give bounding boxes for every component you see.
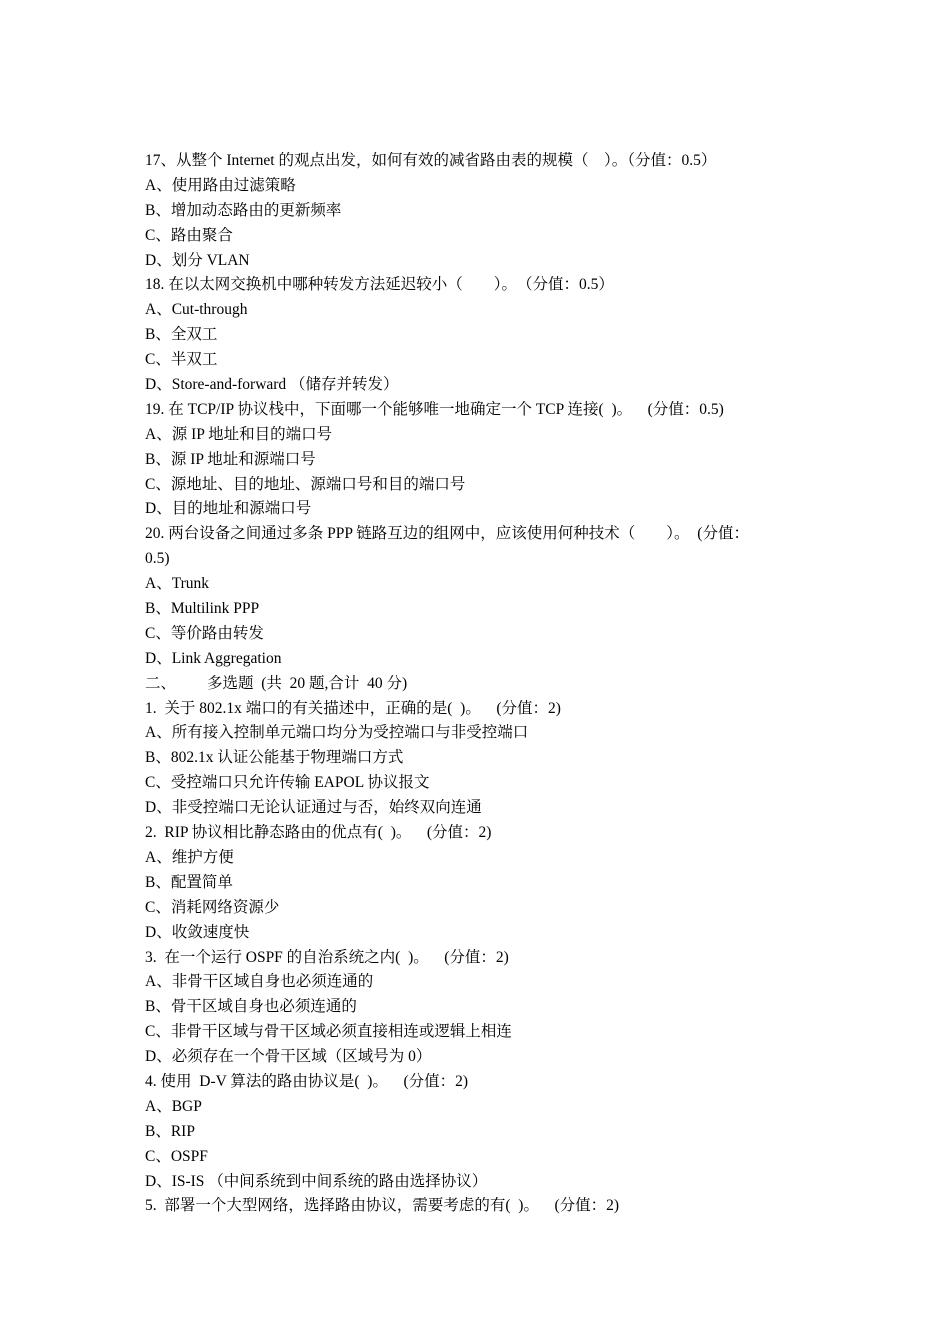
text-line: A、维护方便 [145,848,234,866]
document-body [145,149,805,1219]
text-line: B、全双工 [145,326,218,344]
text-line: C、源地址、目的地址、源端口号和目的端口号 [145,475,466,493]
text-line: C、受控端口只允许传输 EAPOL 协议报文 [145,774,430,792]
text-line: C、OSPF [145,1147,208,1165]
text-line: A、使用路由过滤策略 [145,176,296,194]
text-line: D、划分 VLAN [145,251,250,269]
text-line: B、骨干区域自身也必须连通的 [145,998,357,1016]
text-line: 20. 两台设备之间通过多条 PPP 链路互边的组网中，应该使用何种技术（ ）。 (分值： [145,525,749,543]
text-line: 18. 在以太网交换机中哪种转发方法延迟较小（ ）。 （分值：0.5） [145,276,614,294]
text-line: 4. 使用 D-V 算法的路由协议是( )。 (分值：2) [145,1072,469,1090]
text-line: A、非骨干区域自身也必须连通的 [145,973,374,991]
text-line: 二、 多选题 (共 20 题,合计 40 分) [145,674,408,692]
text-line: A、源 IP 地址和目的端口号 [145,425,333,443]
text-line: D、Link Aggregation [145,649,282,667]
text-line: B、802.1x 认证公能基于物理端口方式 [145,749,404,767]
text-line: B、Multilink PPP [145,600,260,618]
text-line: C、路由聚合 [145,226,233,244]
text-line: 0.5) [145,550,170,568]
text-line: 3. 在一个运行 OSPF 的自治系统之内( )。 (分值：2) [145,948,509,966]
text-line: B、配置简单 [145,873,233,891]
text-line: A、Cut-through [145,301,248,319]
text-line: 2. RIP 协议相比静态路由的优点有( )。 (分值：2) [145,824,492,842]
text-line: A、Trunk [145,575,210,593]
text-line: C、非骨干区域与骨干区域必须直接相连或逻辑上相连 [145,1023,512,1041]
text-line: 19. 在 TCP/IP 协议栈中，下面哪一个能够唯一地确定一个 TCP 连接( )。 (分值：0.5) [145,400,724,418]
text-line: D、IS-IS （中间系统到中间系统的路由选择协议） [145,1172,488,1190]
text-line: 1. 关于 802.1x 端口的有关描述中，正确的是( )。 (分值：2) [145,699,561,717]
text-line: C、消耗网络资源少 [145,898,280,916]
text-line: B、增加动态路由的更新频率 [145,201,342,219]
text-line: D、必须存在一个骨干区域（区域号为 0） [145,1048,432,1066]
text-line: D、非受控端口无论认证通过与否，始终双向连通 [145,799,482,817]
text-line: 17、从整个 Internet 的观点出发，如何有效的减省路由表的规模（ ）。（分值：0.5） [145,152,717,169]
text-line: B、RIP [145,1122,195,1140]
text-line: A、所有接入控制单元端口均分为受控端口与非受控端口 [145,724,529,742]
text-line: 5. 部署一个大型网络，选择路由协议，需要考虑的有( )。 (分值：2) [145,1197,620,1215]
text-line: D、目的地址和源端口号 [145,500,312,518]
text-line: D、收敛速度快 [145,923,250,941]
text-line: B、源 IP 地址和源端口号 [145,450,316,468]
text-line: C、等价路由转发 [145,624,264,642]
text-line: D、Store-and-forward （储存并转发） [145,376,399,394]
text-line: C、半双工 [145,351,218,369]
text-line: A、BGP [145,1097,202,1115]
